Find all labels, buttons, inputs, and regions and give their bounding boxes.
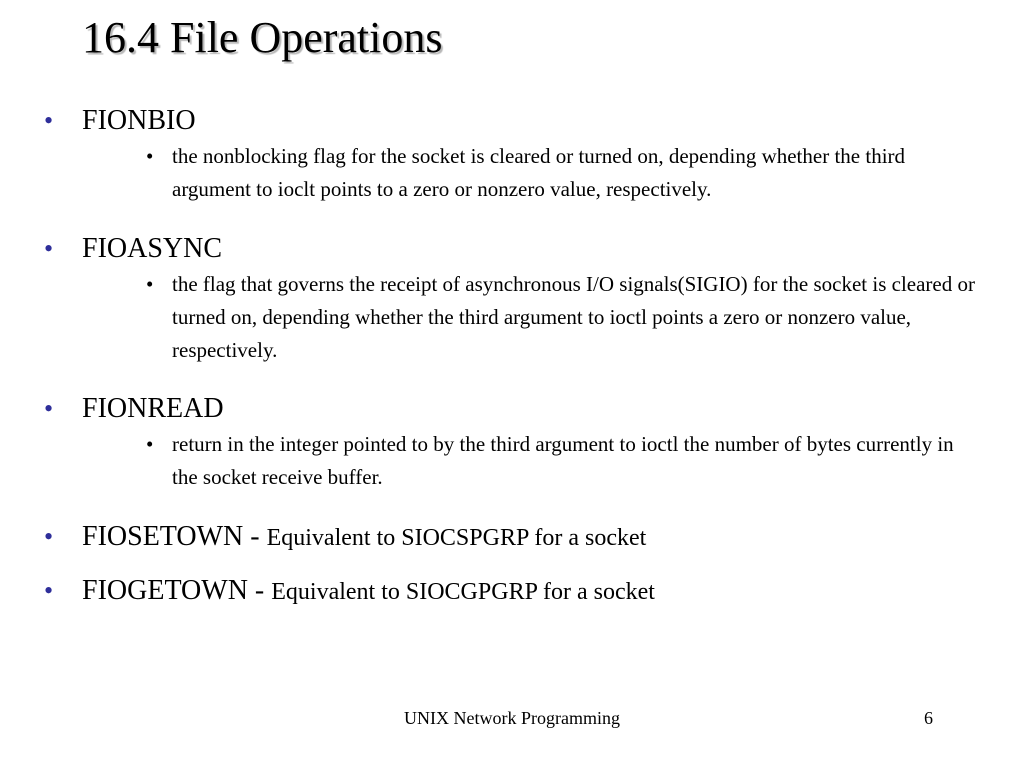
bullet-label: FIOASYNC (82, 233, 223, 264)
bullet-dot-icon: • (44, 576, 54, 605)
bullet-label: FIOSETOWN - (82, 521, 267, 552)
bullet-row (44, 520, 984, 555)
bullet-fioasync (44, 232, 984, 367)
sub-bullet-dot-icon: • (146, 272, 154, 296)
sub-bullet-text: return in the integer pointed to by the third argument to ioctl the number of bytes currently in the socket receive buffer. (172, 432, 954, 489)
bullet-detail: Equivalent to SIOCGPGRP for a socket (271, 579, 655, 605)
bullet-fionread (44, 392, 984, 494)
bullet-detail: Equivalent to SIOCSPGRP for a socket (266, 525, 647, 551)
bullet-label: FIOGETOWN - (82, 575, 272, 606)
bullet-row (44, 392, 984, 426)
bullet-fionbio (44, 104, 984, 206)
bullet-row (44, 104, 984, 138)
bullet-dot-icon: • (44, 522, 54, 551)
bullet-row (44, 574, 984, 609)
slide-title: 16.4 File Operations (82, 13, 443, 62)
bullet-fiosetown (44, 520, 984, 555)
sub-bullet-text: the flag that governs the receipt of asynchronous I/O signals(SIGIO) for the socket is cleared or turned on, depending whether the third argument to ioctl points a zero or nonzero value, respectively. (172, 272, 975, 362)
bullet-dot-icon: • (44, 394, 54, 423)
footer-text: UNIX Network Programming (404, 708, 620, 728)
bullet-label: FIONREAD (82, 393, 224, 424)
bullet-fiogetown (44, 574, 984, 609)
sub-bullet (146, 140, 982, 206)
bullet-label: FIONBIO (82, 105, 196, 136)
sub-bullet (146, 428, 982, 494)
bullet-row (44, 232, 984, 266)
bullet-dot-icon: • (44, 234, 54, 263)
sub-bullet-dot-icon: • (146, 432, 154, 456)
sub-bullet (146, 268, 982, 367)
sub-bullet-text: the nonblocking flag for the socket is cleared or turned on, depending whether the third argument to ioclt points to a zero or nonzero value, respectively. (172, 144, 906, 201)
bullet-dot-icon: • (44, 106, 54, 135)
sub-bullet-dot-icon: • (146, 144, 154, 168)
page-number: 6 (924, 708, 933, 728)
